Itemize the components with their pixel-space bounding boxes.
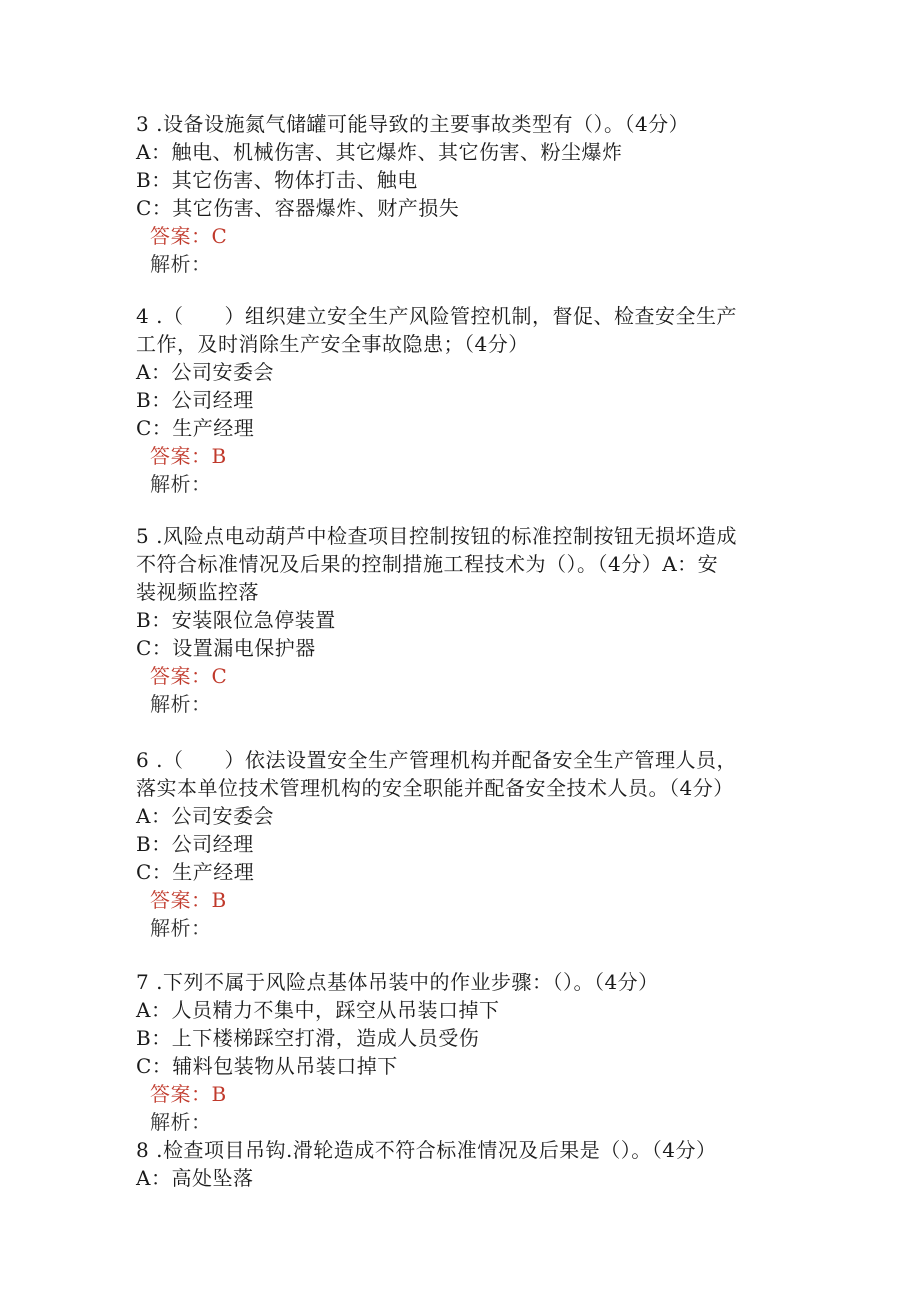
- question-5-option-c: C：设置漏电保护器: [136, 636, 316, 660]
- question-7-stem: 7 .下列不属于风险点基体吊装中的作业步骤：（）。（4分）: [136, 970, 659, 994]
- question-5-stem-line-1: 5 .风险点电动葫芦中检查项目控制按钮的标准控制按钮无损坏造成: [136, 524, 737, 548]
- question-6-answer: 答案：B: [150, 888, 227, 912]
- question-7-option-c: C：辅料包装物从吊装口掉下: [136, 1054, 398, 1078]
- question-6-option-b: B：公司经理: [136, 832, 254, 856]
- question-6-option-a: A：公司安委会: [136, 804, 274, 828]
- question-4-option-c: C：生产经理: [136, 416, 255, 440]
- question-8-option-a: A：高处坠落: [136, 1166, 254, 1190]
- question-3-stem: 3 .设备设施氮气储罐可能导致的主要事故类型有（）。（4分）: [136, 112, 690, 136]
- question-4-analysis: 解析：: [150, 472, 212, 496]
- question-4-answer: 答案：B: [150, 444, 227, 468]
- question-6-analysis: 解析：: [150, 916, 212, 940]
- question-7-option-a: A：人员精力不集中，踩空从吊装口掉下: [136, 998, 500, 1022]
- question-6-stem-line-2: 落实本单位技术管理机构的安全职能并配备安全技术人员。（4分）: [136, 776, 734, 800]
- question-5-stem-line-2: 不符合标准情况及后果的控制措施工程技术为（）。（4分）A：安: [136, 552, 719, 576]
- question-4-stem-line-1: 4 .（ ）组织建立安全生产风险管控机制，督促、检查安全生产: [136, 304, 737, 328]
- question-4-option-b: B：公司经理: [136, 388, 254, 412]
- question-3-option-c: C：其它伤害、容器爆炸、财产损失: [136, 196, 460, 220]
- question-3-analysis: 解析：: [150, 252, 212, 276]
- question-7-answer: 答案：B: [150, 1082, 227, 1106]
- question-7-analysis: 解析：: [150, 1110, 212, 1134]
- question-5-answer: 答案：C: [150, 664, 228, 688]
- question-4-stem-line-2: 工作，及时消除生产安全事故隐患；（4分）: [136, 332, 529, 356]
- question-4-option-a: A：公司安委会: [136, 360, 274, 384]
- question-5-option-b: B：安装限位急停装置: [136, 608, 336, 632]
- question-5-stem-line-3: 装视频监控落: [136, 580, 259, 604]
- question-3-option-b: B：其它伤害、物体打击、触电: [136, 168, 418, 192]
- question-8-stem: 8 .检查项目吊钩.滑轮造成不符合标准情况及后果是（）。（4分）: [136, 1138, 717, 1162]
- question-3-answer: 答案：C: [150, 224, 228, 248]
- question-3-option-a: A：触电、机械伤害、其它爆炸、其它伤害、粉尘爆炸: [136, 140, 623, 164]
- question-6-stem-line-1: 6 .（ ）依法设置安全生产管理机构并配备安全生产管理人员，: [136, 748, 737, 772]
- question-7-option-b: B：上下楼梯踩空打滑，造成人员受伤: [136, 1026, 480, 1050]
- question-5-analysis: 解析：: [150, 692, 212, 716]
- question-6-option-c: C：生产经理: [136, 860, 255, 884]
